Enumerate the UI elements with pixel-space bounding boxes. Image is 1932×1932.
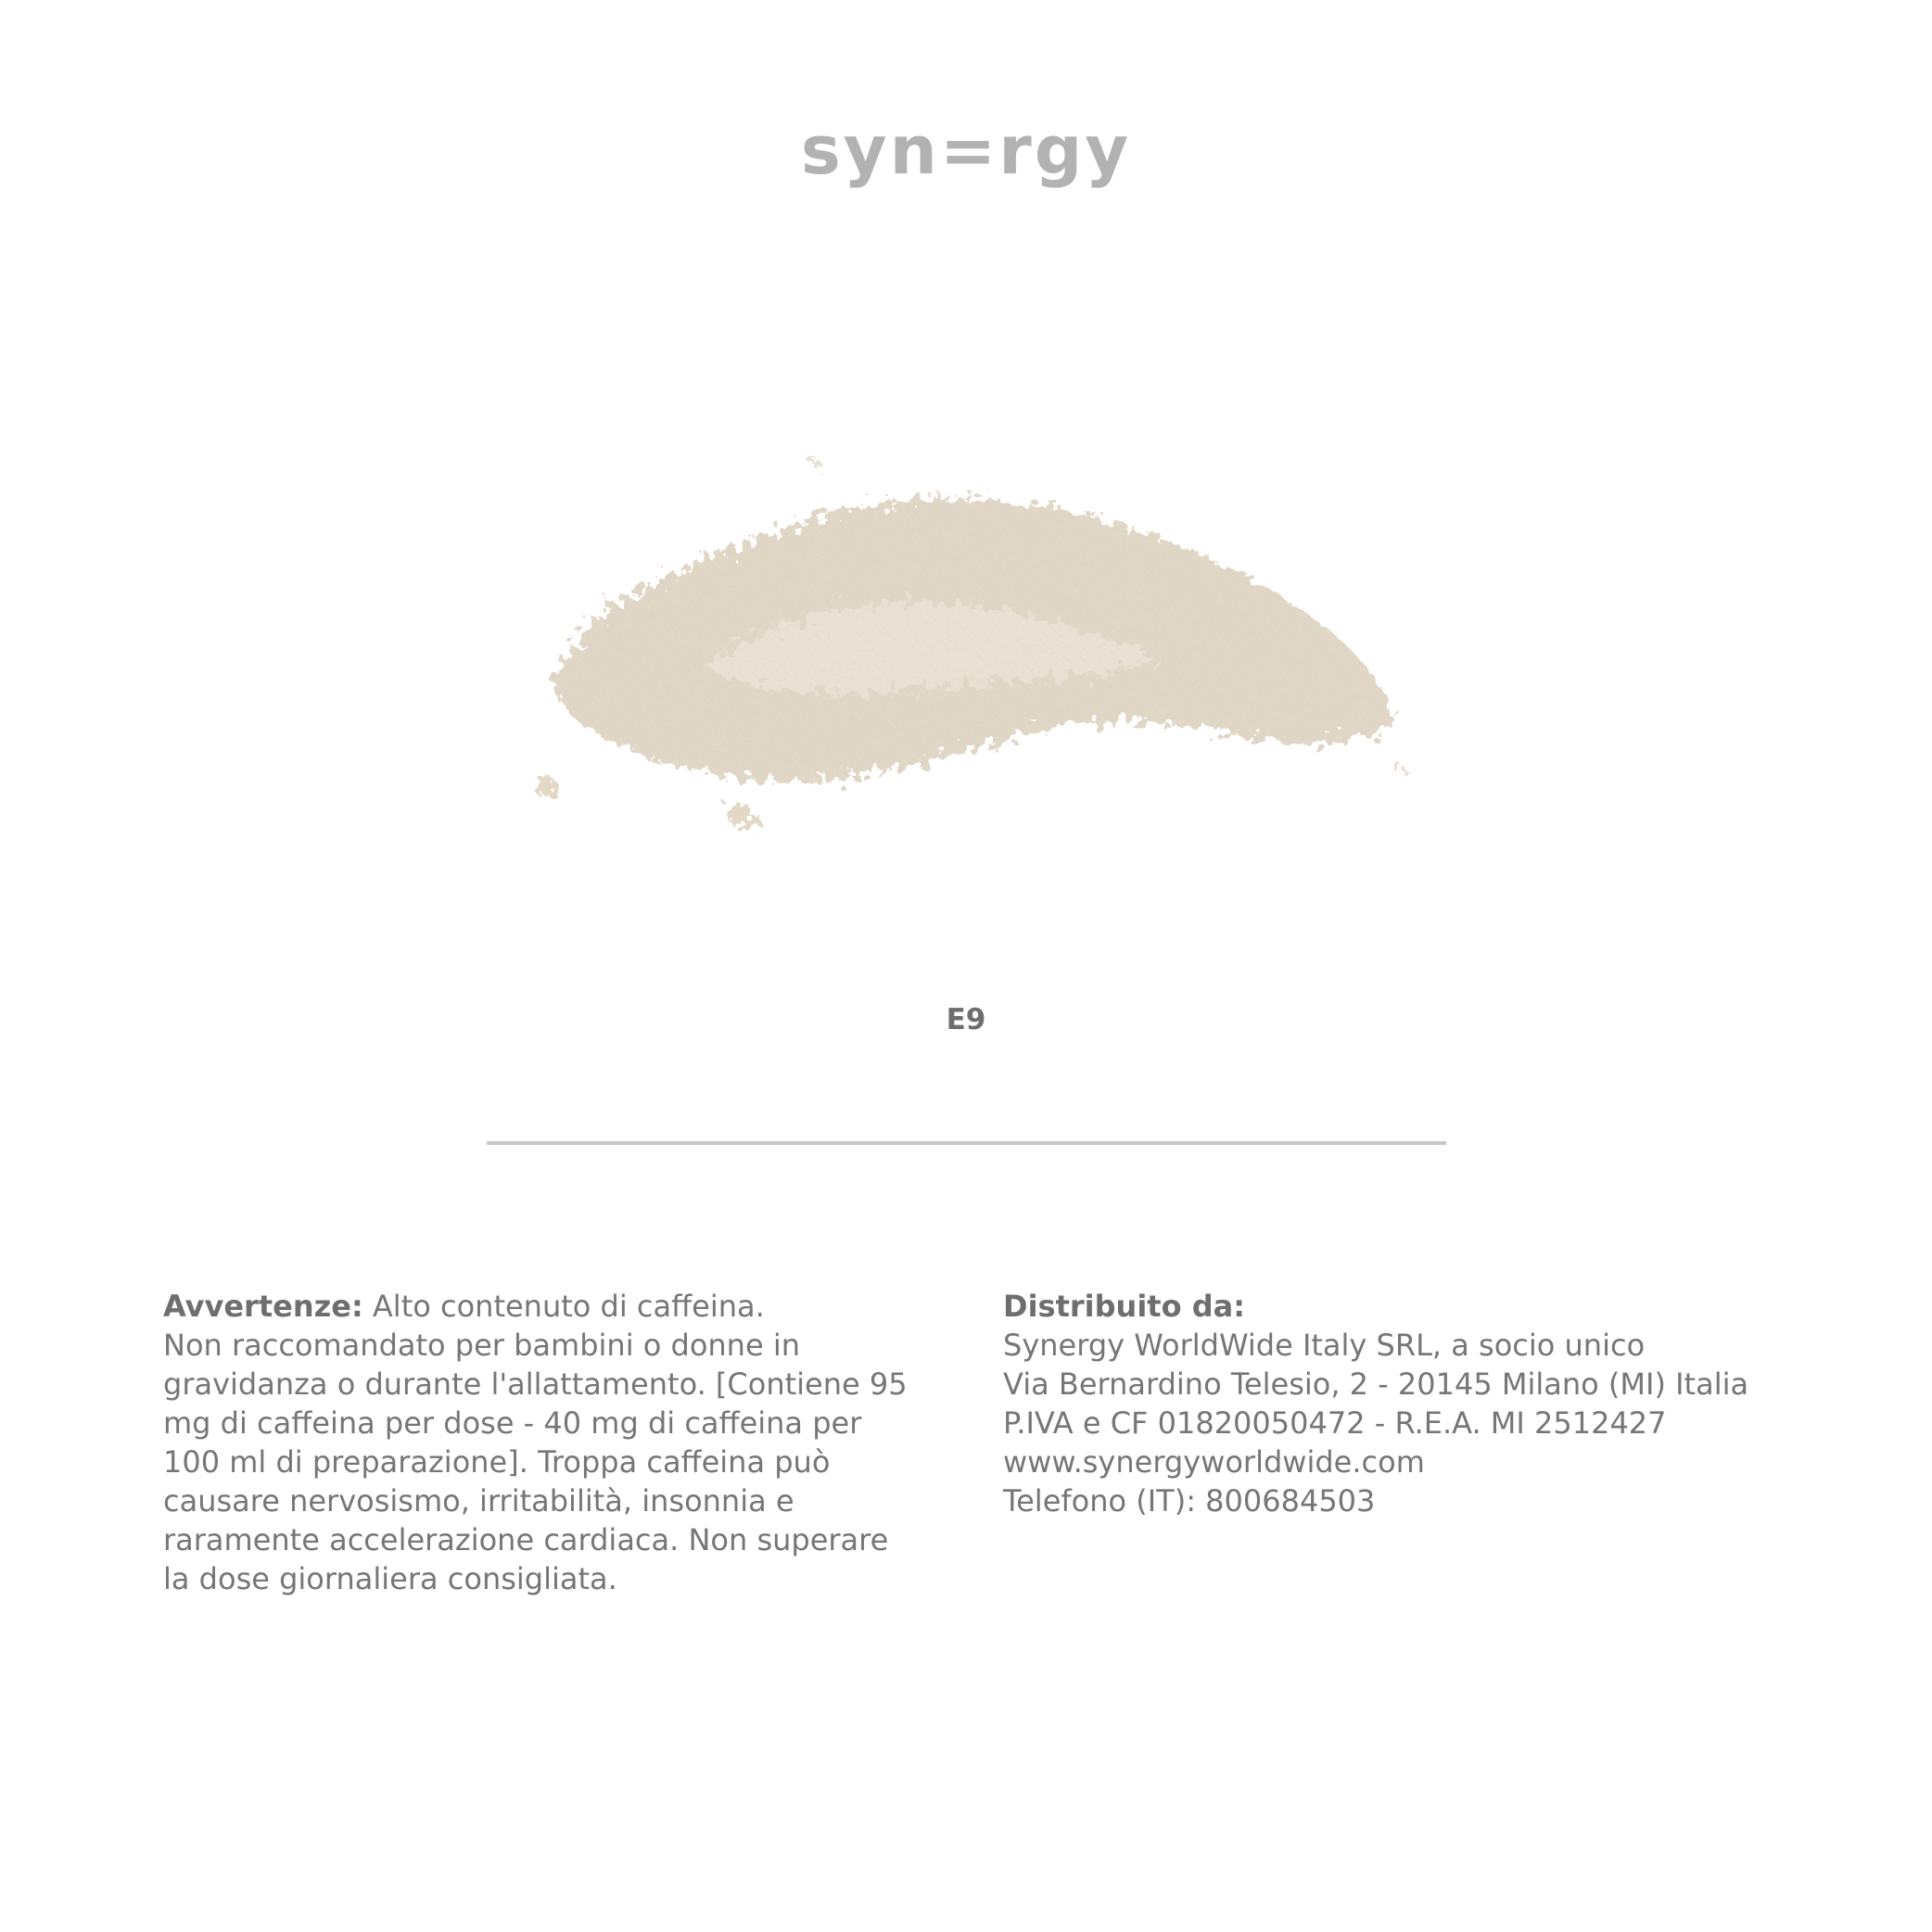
distributor-block: [1003, 1287, 1893, 1520]
distributor-tax: P.IVA e CF 01820050472 - R.E.A. MI 2512427: [1003, 1405, 1667, 1441]
product-code: E9: [946, 1003, 986, 1036]
warnings-block: [163, 1287, 923, 1598]
section-divider: [487, 1141, 1446, 1145]
distributor-address: Via Bernardino Telesio, 2 - 20145 Milano (MI) Italia: [1003, 1366, 1749, 1402]
warnings-body: Non raccomandato per bambini o donne in gravidanza o durante l'allattamento. [Contiene 95 mg di caffeina per dose - 40 mg di caffeina per 100 ml di preparazione]. Troppa caffeina può causare nervosismo, irritabilità, insonnia e raramente accelerazione cardiaca. Non superare la dose giornaliera consigliata.: [163, 1328, 908, 1596]
warnings-heading-text: Alto contenuto di caffeina.: [372, 1289, 765, 1324]
warnings-first-line: [163, 1287, 923, 1326]
brand-logo: syn=rgy: [800, 111, 1132, 189]
distributor-phone: Telefono (IT): 800684503: [1003, 1483, 1376, 1519]
powder-image: [519, 436, 1437, 881]
distributor-website: www.synergyworldwide.com: [1003, 1444, 1425, 1480]
distributor-company: Synergy WorldWide Italy SRL, a socio unico: [1003, 1328, 1646, 1363]
warnings-label: Avvertenze:: [163, 1289, 363, 1324]
distributor-label: Distribuito da:: [1003, 1289, 1245, 1324]
